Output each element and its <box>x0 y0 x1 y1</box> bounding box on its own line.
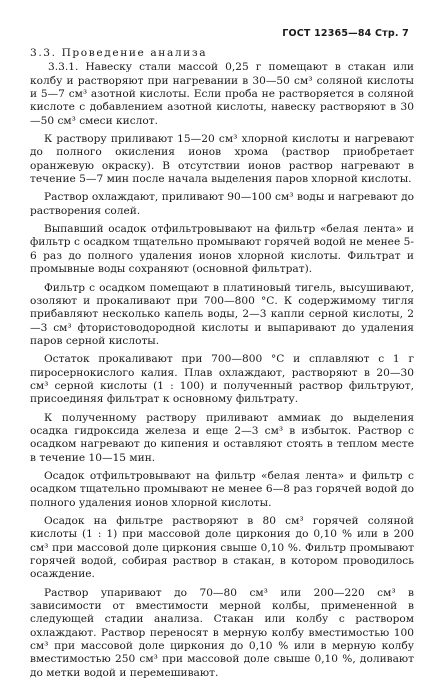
section-title: 3.3. Проведение анализа <box>30 47 208 59</box>
document-body <box>30 47 414 685</box>
paragraph-3-3-1: 3.3.1. Навеску стали массой 0,25 г помещают в стакан или колбу и растворяют при нагревании в 30—50 см³ соляной кислоты и 5—7 см³ азотной кислоты. Если проба не растворяется в соляной кислоте с добавлением азотной кислоты, навеску растворяют в 30—50 см³ смеси кислот. <box>30 61 414 127</box>
paragraph: Раствор упаривают до 70—80 см³ или 200—220 см³ в зависимости от вместимости мерной колбы, примененной в следующей стадии анализа. Стакан или колбу с раствором охлаждают. Раствор переносят в мерную колбу вместимостью 100 см³ при массовой доле циркония до 0,10 % или в мерную колбу вместимостью 250 см³ при массовой доле свыше 0,10 %, доливают до метки водой и перемешивают. <box>30 586 414 679</box>
paragraph: Остаток прокаливают при 700—800 °С и сплавляют с 1 г пиросернокислого калия. Плав охлаждают, растворяют в 20—30 см³ серной кислоты (1 : 100) и полученный раствор фильтруют, присоединяя фильтрат к основному фильтрату. <box>30 353 414 406</box>
page-header: ГОСТ 12365—84 Стр. 7 <box>282 28 409 39</box>
paragraph: К полученному раствору приливают аммиак до выделения осадка гидроксида железа и еще 2—3 см³ в избыток. Раствор с осадком нагревают до кипения и оставляют стоять в теплом месте в течение 10—15 мин. <box>30 411 414 464</box>
paragraph: Фильтр с осадком помещают в платиновый тигель, высушивают, озоляют и прокаливают при 700—800 °С. К содержимому тигля прибавляют несколько капель воды, 2—3 капли серной кислоты, 2—3 см³ фтористоводородной кислоты и выпаривают до удаления паров серной кислоты. <box>30 281 414 347</box>
paragraph: К раствору приливают 15—20 см³ хлорной кислоты и нагревают до полного окисления ионов хрома (раствор приобретает оранжевую окраску). В отсутствии ионов раствор нагревают в течение 5—7 мин после начала выделения паров хлорной кислоты. <box>30 133 414 186</box>
paragraph: Раствор охлаждают, приливают 90—100 см³ воды и нагревают до растворения солей. <box>30 191 414 217</box>
paragraph: Осадок отфильтровывают на фильтр «белая лента» и фильтр с осадком тщательно промывают не менее 6—8 раз горячей водой до полного удаления ионов хлорной кислоты. <box>30 469 414 509</box>
paragraph: Осадок на фильтре растворяют в 80 см³ горячей соляной кислоты (1 : 1) при массовой доле циркония до 0,10 % или в 200 см³ при массовой доле циркония свыше 0,10 %. Фильтр промывают горячей водой, собирая раствор в стакан, в котором проводилось осаждение. <box>30 515 414 581</box>
paragraph: Выпавший осадок отфильтровывают на фильтр «белая лента» и фильтр с осадком тщательно промывают горячей водой не менее 5-6 раз до полного удаления ионов хлорной кислоты. Фильтрат и промывные воды сохраняют (основной фильтрат). <box>30 223 414 276</box>
